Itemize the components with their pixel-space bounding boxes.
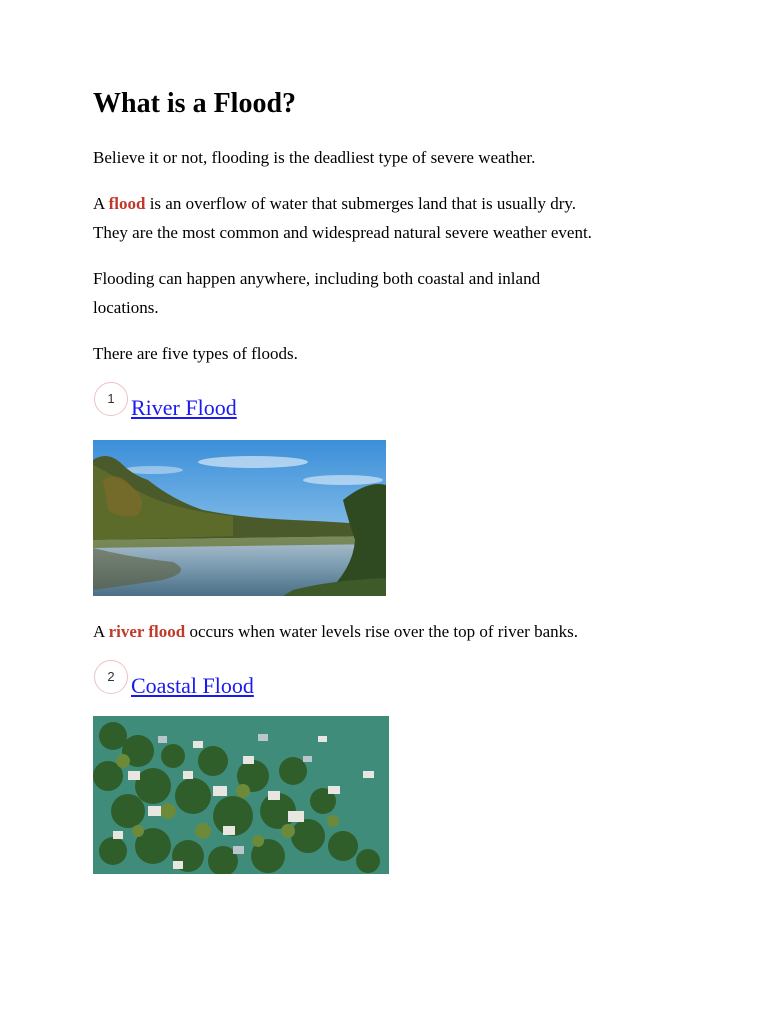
definition-line2-text: They are the most common and widespread natural severe weather event. [93, 223, 592, 242]
step-number-badge: 1 [94, 382, 128, 416]
section-heading-coastal-flood [93, 660, 393, 700]
caption-rest: occurs when water levels rise over the top of river banks. [185, 622, 579, 641]
anywhere-line1-text: Flooding can happen anywhere, including both coastal and inland [93, 269, 541, 288]
flooded-neighborhood-aerial-photo [93, 716, 389, 874]
anywhere-paragraph [93, 264, 693, 322]
river-flood-term: river flood [108, 622, 186, 641]
flood-term: flood [108, 194, 146, 213]
anywhere-line2-text: locations. [93, 298, 159, 317]
river-landscape-photo [93, 440, 386, 596]
river-flood-caption [93, 617, 693, 646]
definition-line1-text: is an overflow of water that submerges land that is usually dry. [145, 194, 577, 213]
page-title: What is a Flood? [93, 88, 297, 119]
section-heading-river-flood [93, 382, 393, 422]
caption-prefix: A [93, 622, 109, 641]
intro-paragraph: Believe it or not, flooding is the deadliest type of severe weather. [93, 148, 536, 167]
coastal-flood-link[interactable]: Coastal Flood [131, 673, 254, 698]
river-flood-link[interactable]: River Flood [131, 395, 237, 420]
definition-paragraph [93, 189, 693, 247]
types-intro-paragraph: There are five types of floods. [93, 344, 298, 363]
definition-prefix: A [93, 194, 109, 213]
step-number-badge: 2 [94, 660, 128, 694]
